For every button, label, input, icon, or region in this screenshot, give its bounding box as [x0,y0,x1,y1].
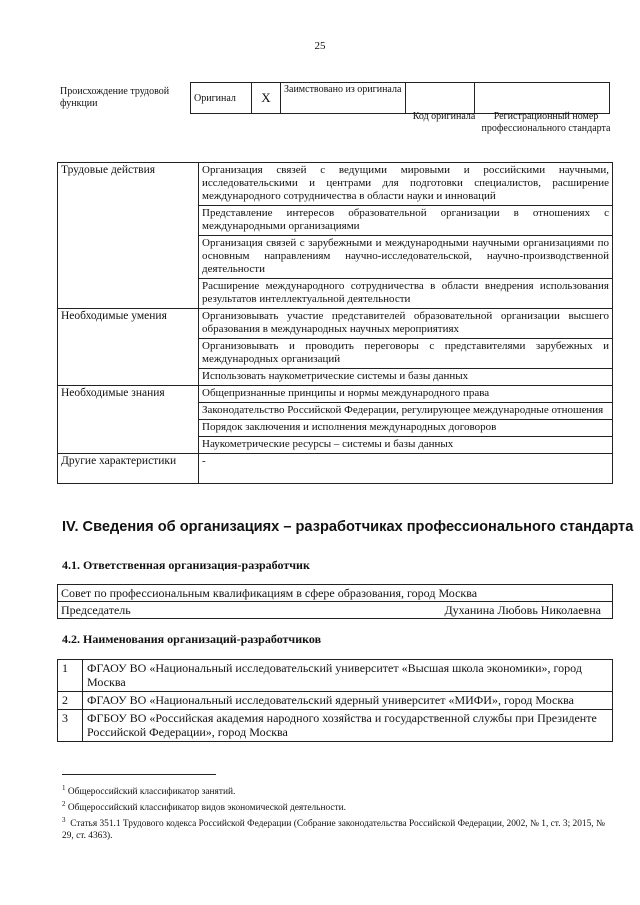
borrowed-label: Заимствовано из оригинала [281,83,406,114]
knowledge-item: Наукометрические ресурсы – системы и базы данных [199,437,613,454]
code-caption: Код оригинала [412,111,476,122]
other-header: Другие характеристики [58,454,199,484]
table-row [58,692,613,710]
page-number: 25 [314,40,326,52]
chair-row [58,602,613,619]
org-number: 3 [58,710,83,742]
subsection-title-developers: 4.2. Наименования организаций-разработчиков [62,632,322,646]
skill-item: Организовывать и проводить переговоры с представителями зарубежных и международных организаций [199,339,613,369]
org-name: ФГАОУ ВО «Национальный исследовательский университет «Высшая школа экономики», город Москва [83,660,613,692]
skill-item: Использовать наукометрические системы и базы данных [199,369,613,386]
registration-caption: Регистрационный номер профессионального стандарта [481,111,611,134]
org-number: 2 [58,692,83,710]
org-name: ФГАОУ ВО «Национальный исследовательский ядерный университет «МИФИ», город Москва [83,692,613,710]
skills-header: Необходимые умения [58,309,199,386]
developer-orgs-table [57,659,613,742]
labor-action-item: Расширение международного сотрудничества в области внедрения использования результатов интеллектуальной деятельности [199,279,613,309]
chair-name: Духанина Любовь Николаевна [444,603,601,617]
original-code-cell [406,83,475,114]
footnotes [62,782,612,842]
labor-action-item: Представление интересов образовательной организации в отношениях с международными организациями [199,206,613,236]
table-row [58,710,613,742]
chair-label: Председатель [61,603,131,617]
footnote [62,782,612,798]
footnote-text: Общероссийский классификатор занятий. [67,787,236,798]
footnote-mark: 2 [62,800,66,809]
section-title: IV. Сведения об организациях – разработчиках профессионального стандарта [62,519,634,535]
skill-item: Организовывать участие представителей образовательной организации высшего образования в международных научных мероприятиях [199,309,613,339]
labor-function-table [57,162,613,484]
footnote [62,798,612,814]
labor-action-item: Организация связей с зарубежными и международными научными организациями по основным направлениям научно-исследовательской, научно-производственной деятельности [199,236,613,279]
knowledge-item: Законодательство Российской Федерации, регулирующее международные отношения [199,403,613,420]
footnote-divider [62,774,216,775]
footnote-text: Общероссийский классификатор видов экономической деятельности. [67,803,347,814]
responsible-org-table [57,584,613,619]
footnote-mark: 1 [62,784,66,792]
table-row [58,660,613,692]
original-mark: X [252,83,281,114]
knowledge-header: Необходимые знания [58,386,199,454]
footnote [62,814,612,842]
origin-table [190,82,610,114]
other-value: - [199,454,613,484]
footnote-text: Статья 351.1 Трудового кодекса Российской Федерации (Собрание законодательства Российской Федерации, 2002, № 1, ст. 3; 2015, № 29, ст. 4363). [62,819,605,842]
org-number: 1 [58,660,83,692]
labor-actions-header: Трудовые действия [58,163,199,309]
origin-label: Происхождение трудовой функции [60,86,170,109]
responsible-org-name: Совет по профессиональным квалификациям в сфере образования, город Москва [58,585,613,602]
labor-action-item: Организация связей с ведущими мировыми и российскими научными, исследовательскими и центрами для подготовки специалистов, расширение международного сотрудничества в области науки и инноваций [199,163,613,206]
subsection-title-responsible: 4.1. Ответственная организация-разработчик [62,558,310,572]
knowledge-item: Общепризнанные принципы и нормы международного права [199,386,613,403]
registration-number-cell [475,83,610,114]
footnote-mark: 3 [62,816,66,825]
original-label: Оригинал [191,83,252,114]
org-name: ФГБОУ ВО «Российская академия народного хозяйства и государственной службы при Президенте Российской Федерации», город Москва [83,710,613,742]
knowledge-item: Порядок заключения и исполнения международных договоров [199,420,613,437]
